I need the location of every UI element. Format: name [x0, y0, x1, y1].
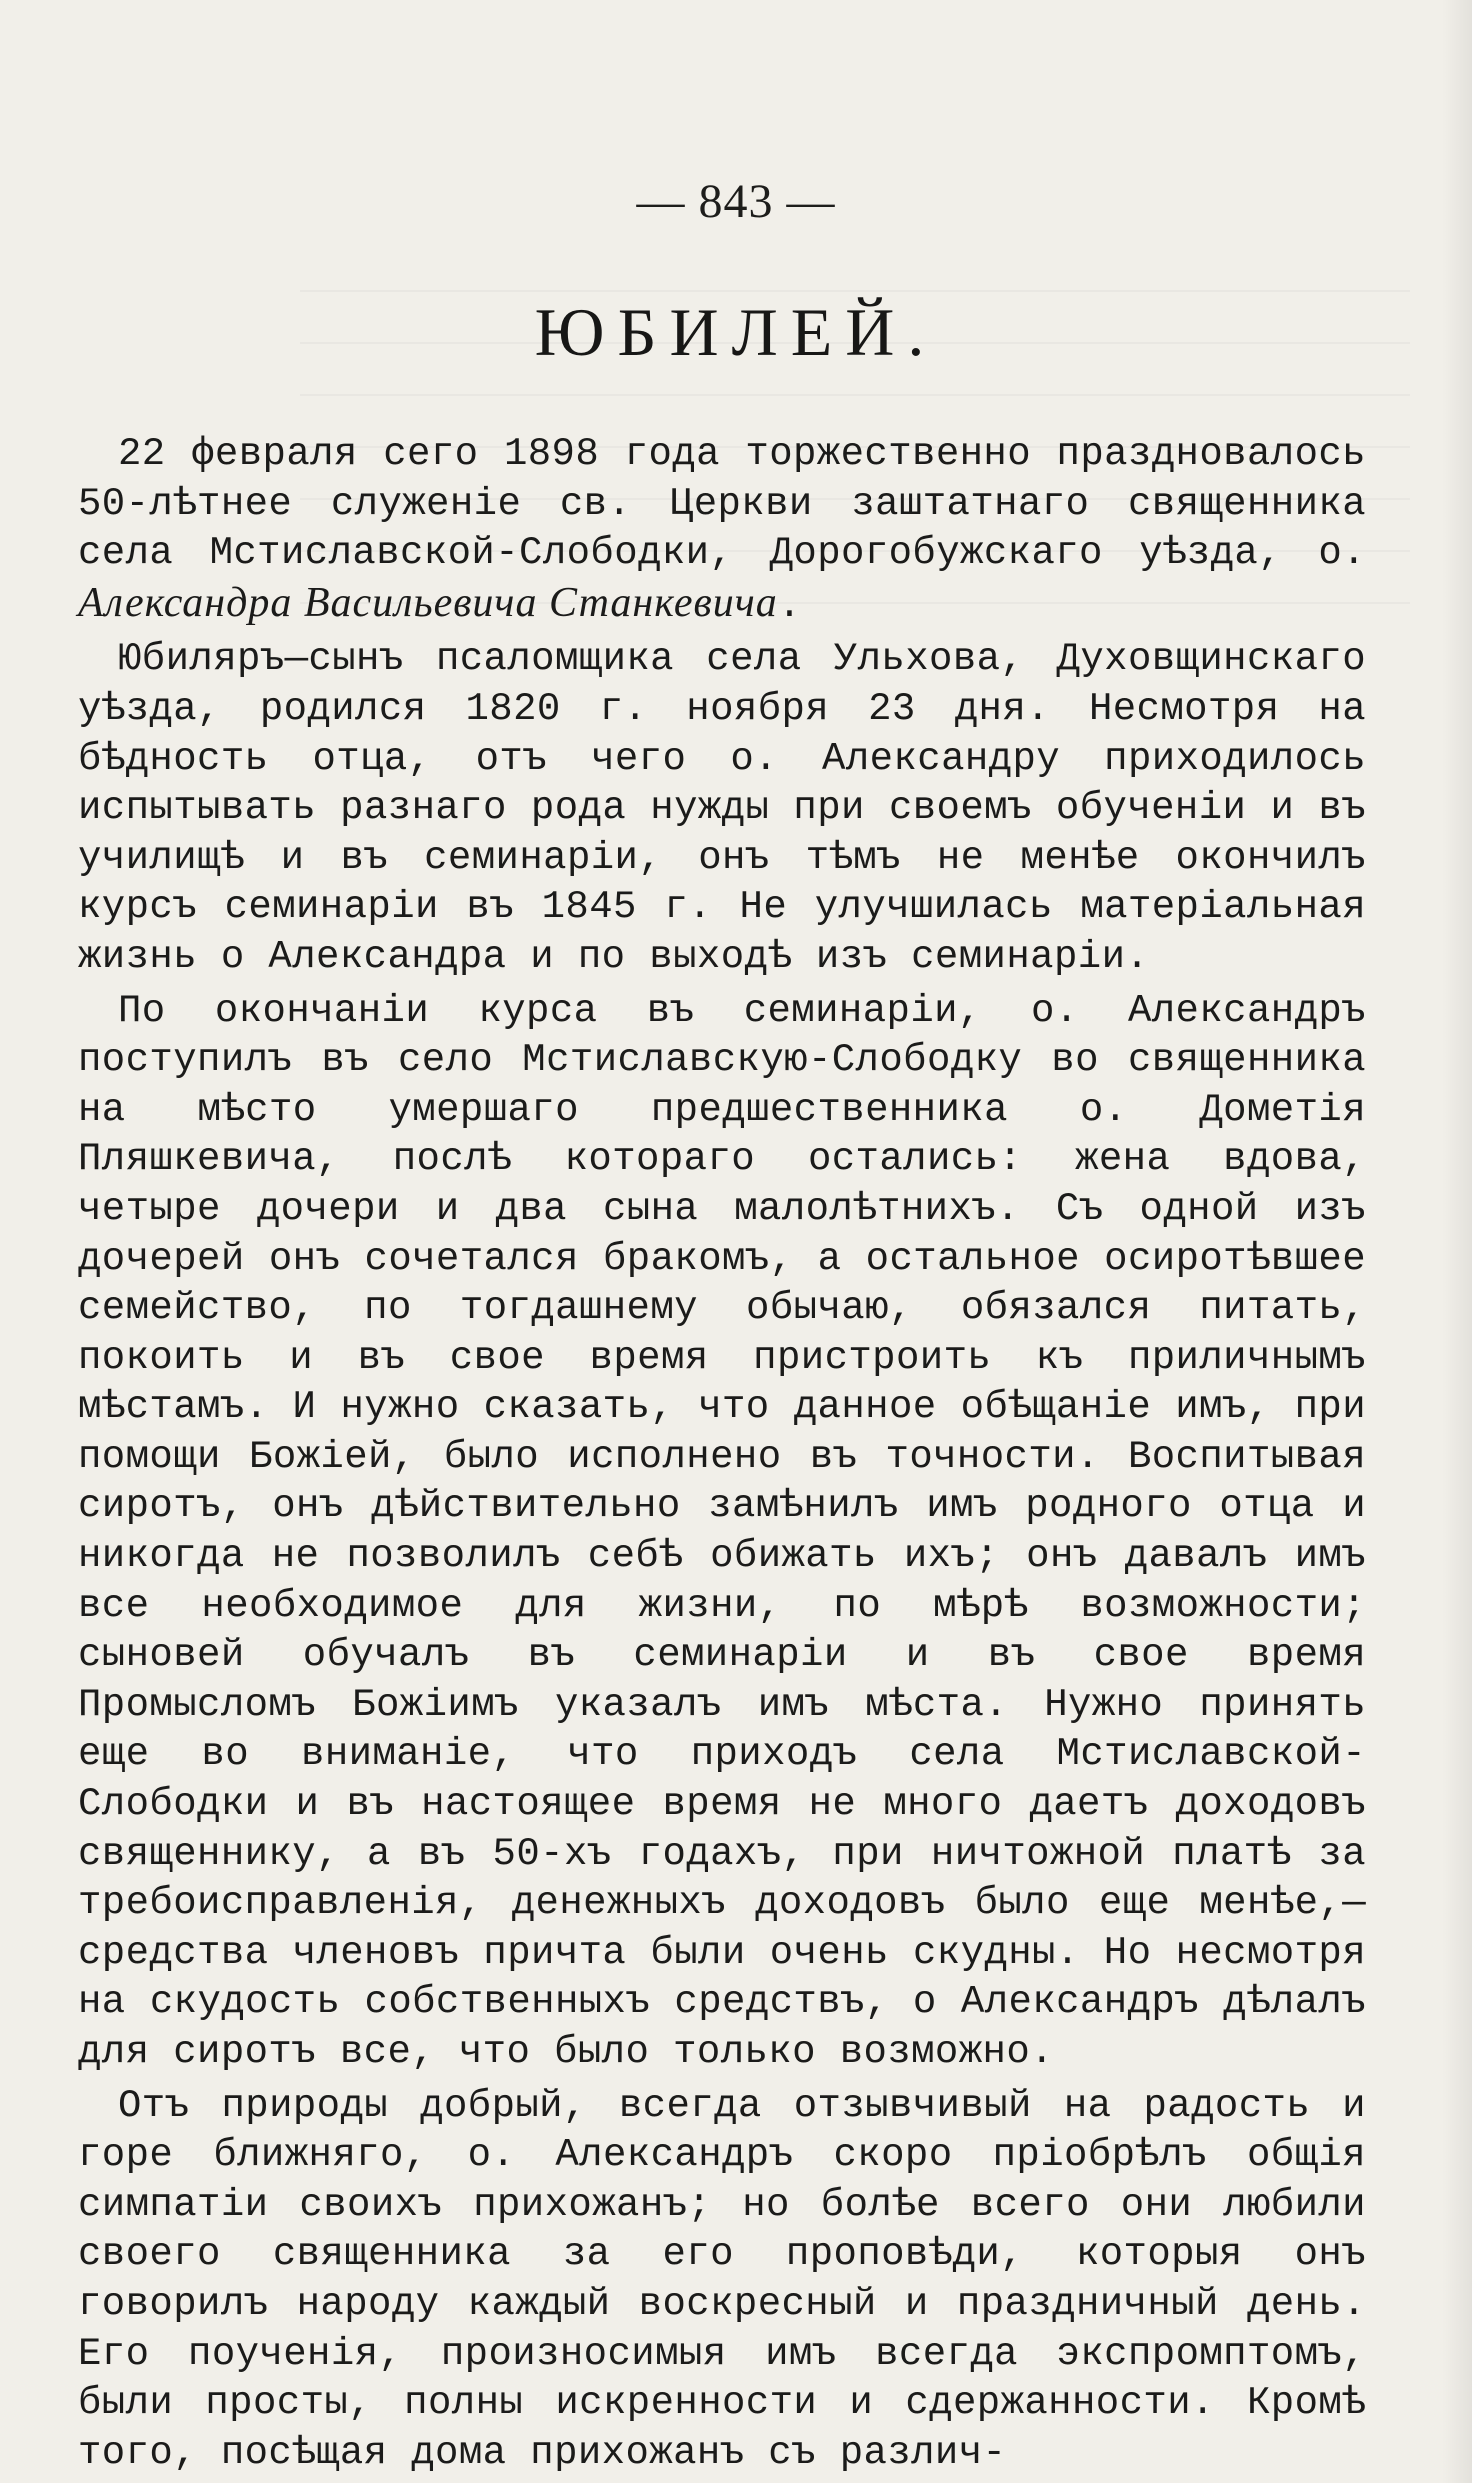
paragraph-end: . — [777, 583, 802, 628]
paragraph-4: Отъ природы добрый, всегда отзывчивый на радость и горе ближняго, о. Александръ скоро пріобрѣлъ общія симпатіи своихъ прихожанъ; но болѣе всего они любили своего священника за его проповѣди, которыя онъ говорилъ народу каждый воскресный и праздничный день. Его поученія, произносимыя имъ всегда экспромптомъ, были просты, полны искренности и сдержанности. Кромѣ того, посѣщая дома прихожанъ съ различ- — [78, 2083, 1366, 2475]
article-body — [78, 430, 1366, 2478]
page-number: — 843 — — [636, 175, 836, 228]
priest-name-italic: Александра Васильевича Станкевича — [78, 579, 778, 626]
paragraph-1 — [78, 430, 1366, 631]
paragraph-text: 22 февраля сего 1898 года торжественно праздновалось 50-лѣтнее служеніе св. Церкви заштатнаго священника села Мстиславской-Слободки, Дорогобужскаго уѣзда, о. — [78, 432, 1366, 576]
article-title: ЮБИЛЕЙ. — [534, 294, 938, 370]
paragraph-2: Юбиляръ—сынъ псаломщика села Ульхова, Духовщинскаго уѣзда, родился 1820 г. ноября 23 дня. Несмотря на бѣдность отца, отъ чего о. Александру приходилось испытывать разнаго рода нужды при своемъ обученіи и въ училищѣ и въ семинаріи, онъ тѣмъ не менѣе окончилъ курсъ семинаріи въ 1845 г. Не улучшилась матеріальная жизнь о Александра и по выходѣ изъ семинаріи. — [78, 637, 1366, 979]
paragraph-3: По окончаніи курса въ семинаріи, о. Александръ поступилъ въ село Мстиславскую-Слободку во священника на мѣсто умершаго предшественника о. Дометія Пляшкевича, послѣ котораго остались: жена вдова, четыре дочери и два сына малолѣтнихъ. Съ одной изъ дочерей онъ сочетался бракомъ, а остальное осиротѣвшее семейство, по тогдашнему обычаю, обязался питать, покоить и въ свое время пристроить къ приличнымъ мѣстамъ. И нужно сказать, что данное обѣщаніе имъ, при помощи Божіей, было исполнено въ точности. Воспитывая сиротъ, онъ дѣйствительно замѣнилъ имъ родного отца и никогда не позволилъ себѣ обижать ихъ; онъ давалъ имъ все необходимое для жизни, по мѣрѣ возможности; сыновей обучалъ въ семинаріи и въ свое время Промысломъ Божіимъ указалъ имъ мѣста. Нужно принять еще во вниманіе, что приходъ села Мстиславской-Слободки и въ настоящее время не много даетъ доходовъ священнику, а въ 50-хъ годахъ, при ничтожной платѣ за требоисправленія, денежныхъ доходовъ было еще менѣе,—средства членовъ причта были очень скудны. Но несмотря на скудость собственныхъ средствъ, о Александръ дѣлалъ для сиротъ все, что было только возможно. — [78, 988, 1366, 2074]
